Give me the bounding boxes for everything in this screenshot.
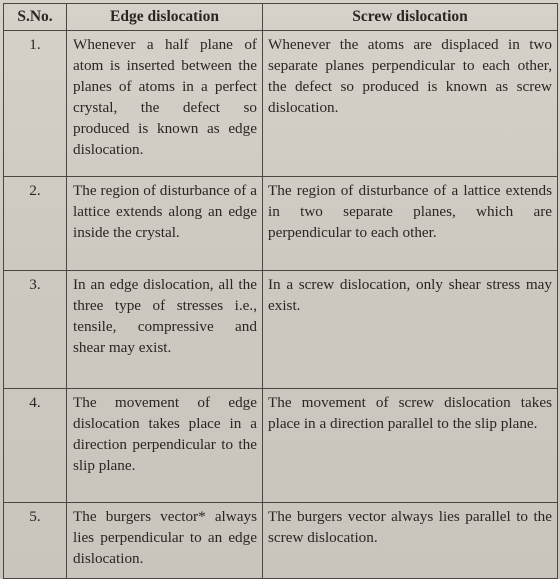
screw-cell: The burgers vector always lies parallel to the screw dislocation.: [263, 503, 558, 579]
table-row: [4, 271, 558, 389]
row-number: 5.: [4, 503, 67, 579]
edge-cell: The region of disturbance of a lattice extends along an edge inside the crystal.: [67, 177, 263, 271]
screw-cell: In a screw dislocation, only shear stress may exist.: [263, 271, 558, 389]
screw-cell: The region of disturbance of a lattice extends in two separate planes, which are perpendicular to each other.: [263, 177, 558, 271]
header-edge-dislocation: Edge dislocation: [67, 4, 263, 31]
row-number: 1.: [4, 31, 67, 177]
table-row: [4, 177, 558, 271]
row-number: 3.: [4, 271, 67, 389]
row-number: 2.: [4, 177, 67, 271]
edge-cell: The burgers vector* always lies perpendicular to an edge dislocation.: [67, 503, 263, 579]
header-screw-dislocation: Screw dislocation: [263, 4, 558, 31]
comparison-table: [3, 3, 558, 579]
edge-cell: In an edge dislocation, all the three type of stresses i.e., tensile, compressive and shear may exist.: [67, 271, 263, 389]
table-row: [4, 31, 558, 177]
table-header-row: [4, 4, 558, 31]
screw-cell: The movement of screw dislocation takes place in a direction parallel to the slip plane.: [263, 389, 558, 503]
screw-cell: Whenever the atoms are displaced in two separate planes perpendicular to each other, the defect so produced is known as screw dislocation.: [263, 31, 558, 177]
table-row: [4, 389, 558, 503]
edge-cell: The movement of edge dislocation takes place in a direction perpendicular to the slip plane.: [67, 389, 263, 503]
table-row: [4, 503, 558, 579]
edge-cell: Whenever a half plane of atom is inserted between the planes of atoms in a perfect crystal, the defect so produced is known as edge dislocation.: [67, 31, 263, 177]
row-number: 4.: [4, 389, 67, 503]
header-sno: S.No.: [4, 4, 67, 31]
